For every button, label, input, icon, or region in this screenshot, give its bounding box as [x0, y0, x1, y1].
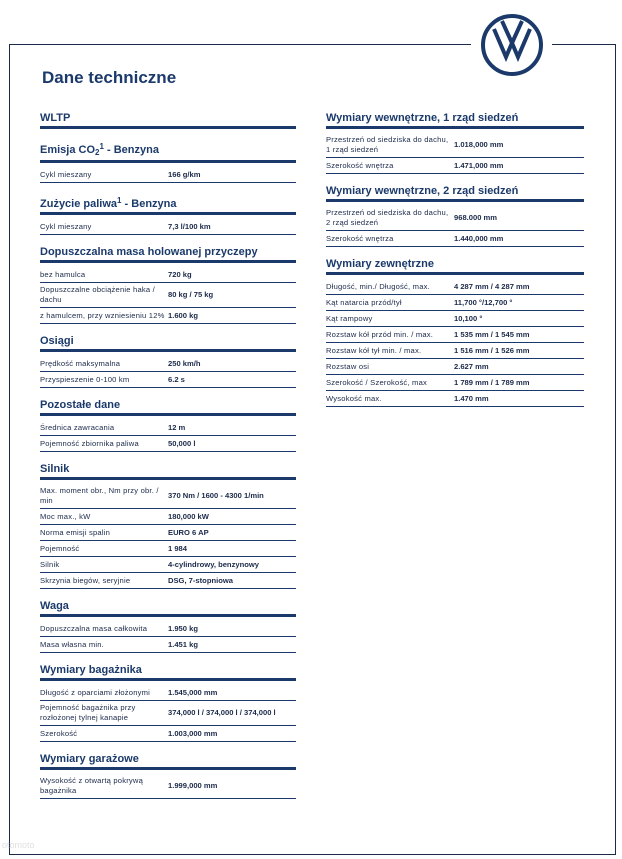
spec-value: 250 km/h [168, 358, 201, 368]
spec-label: Rozstaw osi [326, 361, 370, 371]
spec-row [40, 356, 296, 372]
section-title: Wymiary wewnętrzne, 1 rząd siedzeń [326, 110, 584, 129]
spec-value: 1.950 kg [168, 623, 198, 633]
spec-label: Prędkość maksymalna [40, 358, 121, 368]
spec-label: Wysokość max. [326, 393, 382, 403]
spec-row [326, 158, 584, 174]
section-title: Emisja $CO_2^1$ - Benzyna [40, 138, 296, 163]
spec-row [40, 372, 296, 388]
spec-value: EURO 6 AP [168, 527, 209, 537]
spec-section [40, 598, 296, 653]
spec-value: 720 kg [168, 269, 192, 279]
section-title: Wymiary zewnętrzne [326, 256, 584, 275]
section-title: Pozostałe dane [40, 397, 296, 416]
spec-row [326, 279, 584, 295]
spec-label: Średnica zawracania [40, 422, 115, 432]
spec-value: DSG, 7-stopniowa [168, 575, 233, 585]
spec-value: 370 Nm / 1600 - 4300 1/min [168, 491, 264, 500]
page-title: Dane techniczne [42, 68, 177, 87]
spec-row [326, 375, 584, 391]
spec-label: Długość, min./ Długość, max. [326, 281, 430, 291]
spec-section [326, 183, 584, 247]
spec-section [40, 192, 296, 235]
section-title: Wymiary wewnętrzne, 2 rząd siedzeń [326, 183, 584, 202]
spec-value: 1 516 mm / 1 526 mm [454, 345, 530, 355]
spec-value: 1 984 [168, 543, 188, 553]
spec-value: 4-cylindrowy, benzynowy [168, 559, 260, 569]
spec-value: 7,3 l/100 km [168, 221, 211, 231]
spec-value: 1.003,000 mm [168, 728, 218, 738]
spec-value: 1.600 kg [168, 310, 198, 320]
spec-label: Cykl mieszany [40, 221, 92, 231]
spec-row [326, 391, 584, 407]
spec-section [40, 662, 296, 742]
spec-value: 4 287 mm / 4 287 mm [454, 281, 530, 291]
spec-label: Przestrzeń od siedziska do dachu, 1 rząd siedzeń [326, 135, 449, 154]
spec-row [40, 573, 296, 589]
spec-section [326, 110, 584, 174]
spec-value: 50,000 l [168, 438, 196, 448]
spec-row [40, 726, 296, 742]
spec-row [40, 436, 296, 452]
spec-section [40, 138, 296, 183]
spec-row [326, 343, 584, 359]
spec-row [40, 557, 296, 573]
spec-row [40, 525, 296, 541]
spec-label: Rozstaw kół przód min. / max. [326, 329, 434, 339]
spec-value: 1.471,000 mm [454, 160, 504, 170]
spec-row [40, 621, 296, 637]
spec-row [40, 774, 296, 799]
spec-value: 1.545,000 mm [168, 687, 218, 697]
spec-row [40, 219, 296, 235]
spec-row [40, 420, 296, 436]
section-title: Silnik [40, 461, 296, 480]
spec-section [326, 256, 584, 407]
spec-row [326, 231, 584, 247]
spec-label: Pojemność [40, 543, 80, 553]
spec-row [40, 509, 296, 525]
spec-section [40, 461, 296, 589]
spec-value: 11,700 °/12,700 ° [454, 297, 513, 307]
spec-row [40, 685, 296, 701]
spec-row [326, 311, 584, 327]
spec-label: Norma emisji spalin [40, 527, 111, 537]
spec-label: Rozstaw kół tył min. / max. [326, 345, 422, 355]
spec-section [40, 751, 296, 799]
spec-value: 80 kg / 75 kg [168, 290, 214, 299]
vw-logo-icon [480, 13, 544, 77]
spec-value: 1.451 kg [168, 639, 198, 649]
spec-label: Skrzynia biegów, seryjnie [40, 575, 131, 585]
spec-value: 180,000 kW [168, 511, 209, 521]
spec-label: Szerokość wnętrza [326, 160, 394, 170]
section-title: Wymiary bagażnika [40, 662, 296, 681]
spec-section [40, 397, 296, 452]
spec-value: 10,100 ° [454, 313, 483, 323]
spec-value: 1.999,000 mm [168, 781, 218, 790]
section-title: Waga [40, 598, 296, 617]
spec-value: 968.000 mm [454, 213, 498, 222]
section-title: WLTP [40, 110, 296, 129]
spec-row [326, 133, 584, 158]
spec-label: Pojemność bagażnika przy rozłożonej tylnej kanapie [40, 703, 136, 722]
spec-label: Kąt rampowy [326, 313, 373, 323]
section-title: Osiągi [40, 333, 296, 352]
spec-value: 1.470 mm [454, 393, 489, 403]
spec-value: 1.018,000 mm [454, 140, 504, 149]
spec-row [326, 327, 584, 343]
spec-label: z hamulcem, przy wzniesieniu 12% [40, 310, 165, 320]
spec-label: Pojemność zbiornika paliwa [40, 438, 139, 448]
spec-value: 166 g/km [168, 169, 201, 179]
spec-label: Szerokość / Szerokość, max [326, 377, 427, 387]
spec-label: Dopuszczalna masa całkowita [40, 623, 148, 633]
section-title: Zużycie paliwa$^1$ - Benzyna [40, 192, 296, 215]
section-title: Wymiary garażowe [40, 751, 296, 770]
spec-row [326, 359, 584, 375]
spec-row [40, 267, 296, 283]
section-title: Dopuszczalna masa holowanej przyczepy [40, 244, 296, 263]
spec-value: 2.627 mm [454, 361, 489, 371]
spec-label: Masa własna min. [40, 639, 104, 649]
spec-label: Cykl mieszany [40, 169, 92, 179]
spec-label: Przyspieszenie 0-100 km [40, 374, 130, 384]
watermark: otomoto [2, 840, 35, 850]
spec-section [40, 333, 296, 388]
spec-row [326, 295, 584, 311]
spec-row [326, 206, 584, 231]
spec-value: 12 m [168, 422, 186, 432]
spec-value: 374,000 l / 374,000 l / 374,000 l [168, 708, 276, 717]
spec-label: Wysokość z otwartą pokrywą bagażnika [40, 776, 144, 795]
spec-label: Przestrzeń od siedziska do dachu, 2 rząd siedzeń [326, 208, 449, 227]
spec-value: 6.2 s [168, 374, 185, 384]
spec-value: 1.440,000 mm [454, 233, 504, 243]
spec-row [40, 308, 296, 324]
spec-row [40, 541, 296, 557]
spec-row [40, 283, 296, 308]
spec-label: bez hamulca [40, 269, 86, 279]
left-column [40, 110, 296, 808]
spec-label: Długość z oparciami złożonymi [40, 687, 151, 697]
spec-label: Moc max., kW [40, 511, 91, 521]
spec-label: Max. moment obr., Nm przy obr. / min [40, 486, 159, 505]
spec-label: Silnik [40, 559, 60, 569]
spec-value: 1 789 mm / 1 789 mm [454, 377, 530, 387]
spec-label: Szerokość wnętrza [326, 233, 394, 243]
spec-label: Szerokość [40, 728, 78, 738]
right-column [326, 110, 584, 416]
spec-label: Dopuszczalne obciążenie haka / dachu [40, 285, 155, 304]
spec-value: 1 535 mm / 1 545 mm [454, 329, 530, 339]
spec-row [40, 701, 296, 726]
spec-row [40, 484, 296, 509]
spec-row [40, 637, 296, 653]
spec-label: Kąt natarcia przód/tył [326, 297, 402, 307]
spec-section [40, 244, 296, 324]
spec-section [40, 110, 296, 129]
spec-row [40, 167, 296, 183]
